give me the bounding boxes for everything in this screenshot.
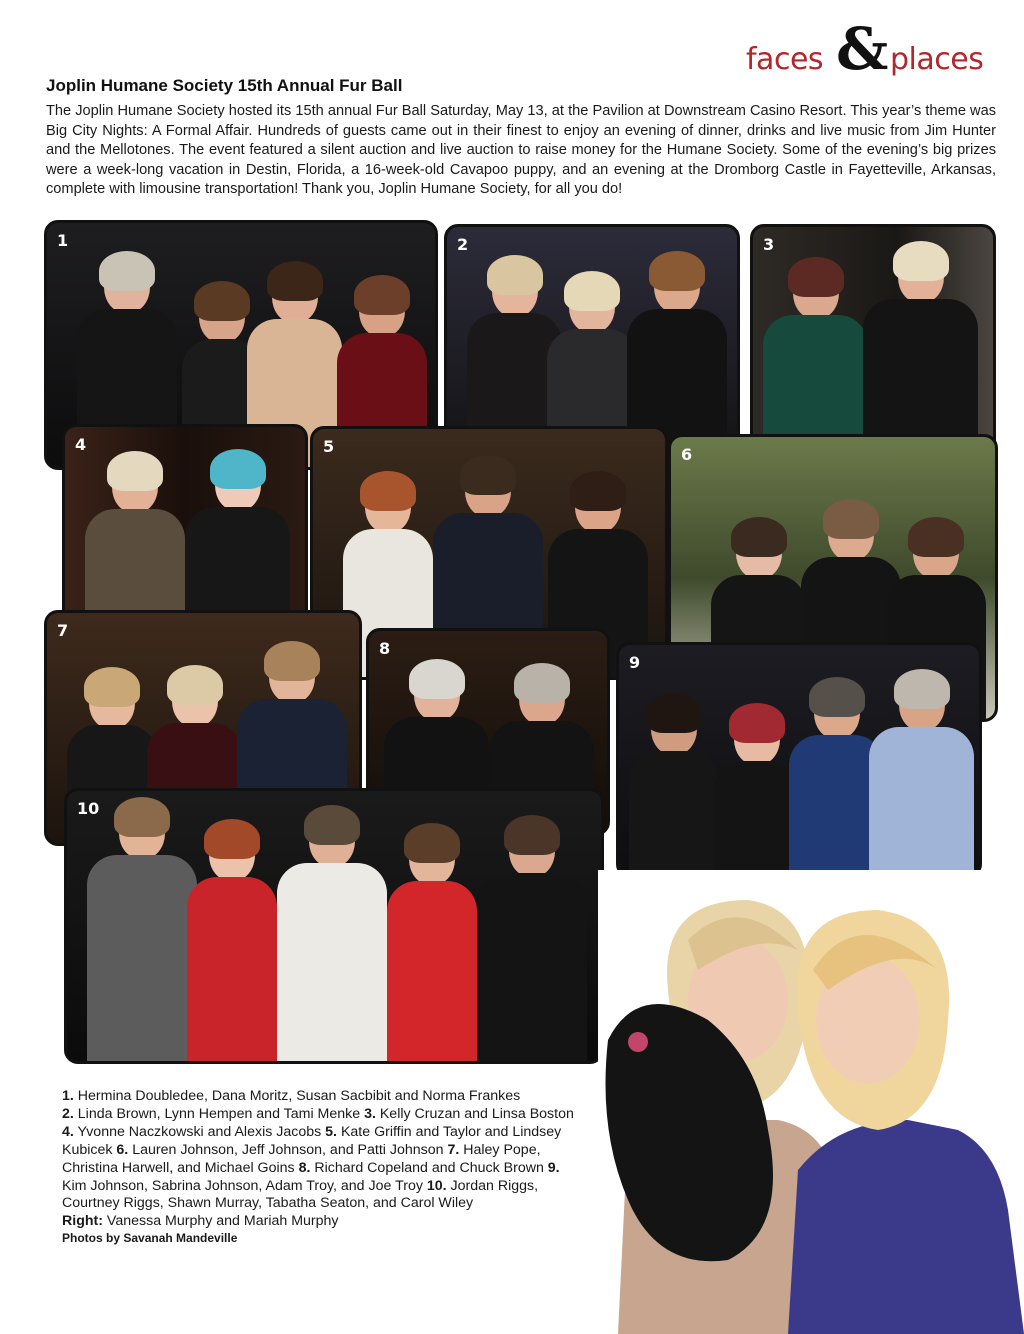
photo-number: 5 <box>323 437 335 456</box>
photo-number: 6 <box>681 445 693 464</box>
photo-number: 3 <box>763 235 775 254</box>
caption-number: 7. <box>447 1141 460 1158</box>
caption-number: 6. <box>116 1141 129 1158</box>
caption-number: 3. <box>364 1105 376 1122</box>
logo-word-places: places <box>890 42 984 77</box>
photo-number: 9 <box>629 653 641 672</box>
caption-number: 9. <box>547 1159 560 1176</box>
photo-number: 1 <box>57 231 69 250</box>
logo-ampersand: & <box>836 15 889 83</box>
faces-and-places-logo <box>744 15 1000 84</box>
article-title: Joplin Humane Society 15th Annual Fur Ball <box>46 76 403 95</box>
caption-text: Linda Brown, Lynn Hempen and Tami Menke <box>73 1105 365 1122</box>
right-photo-illustration <box>598 870 1024 1334</box>
caption-text: Hermina Doubledee, Dana Moritz, Susan Sacbibit and Norma Frankes <box>73 1088 521 1104</box>
photo-credit: Photos by Savanah Mandeville <box>62 1231 238 1245</box>
photo-captions <box>62 1088 577 1231</box>
caption-right-label: Right: <box>62 1213 103 1230</box>
caption-text: Jordan Riggs, Courtney Riggs, Shawn Murray, Tabatha Seaton, and Carol Wiley <box>62 1177 539 1212</box>
photo-number: 4 <box>75 435 87 454</box>
photo-right <box>598 870 1024 1334</box>
caption-number: 8. <box>298 1159 311 1176</box>
article-intro: The Joplin Humane Society hosted its 15th annual Fur Ball Saturday, May 13, at the Pavilion at Downstream Casino Resort. This year’s theme was Big City Nights: A Formal Affair. Hundreds of guests came out in their finest to enjoy an evening of dinner, drinks and live music from Jim Hunter and the Mellotones. The event featured a silent auction and live auction to raise money for the Humane Society. Some of the evening’s big prizes were a week-long vacation in Destin, Florida, a 16-week-old Cavapoo puppy, and an evening at the Dromborg Castle in Fayetteville, Arkansas, complete with limousine transportation! Thank you, Joplin Humane Society, for all you do! <box>46 103 996 198</box>
photo-number: 7 <box>57 621 69 640</box>
caption-number: 2. <box>62 1105 74 1122</box>
photo-number: 2 <box>457 235 469 254</box>
photo-4 <box>62 424 308 626</box>
photo-3 <box>750 224 996 456</box>
caption-number: 1. <box>62 1088 74 1104</box>
photo-9 <box>616 642 982 878</box>
caption-number: 4. <box>62 1123 74 1140</box>
caption-number: 10. <box>426 1177 447 1194</box>
caption-number: 5. <box>325 1123 337 1140</box>
caption-text: Lauren Johnson, Jeff Johnson, and Patti Johnson <box>128 1141 448 1158</box>
caption-text: Kelly Cruzan and Linsa Boston <box>375 1105 574 1122</box>
photo-10 <box>64 788 604 1064</box>
caption-text: Kate Griffin and Taylor and Lindsey Kubicek <box>62 1123 562 1158</box>
caption-text: Yvonne Naczkowski and Alexis Jacobs <box>73 1123 326 1140</box>
logo-word-faces: faces <box>746 42 824 77</box>
caption-text: Vanessa Murphy and Mariah Murphy <box>102 1213 339 1230</box>
caption-text: Haley Pope, Christina Harwell, and Michael Goins <box>62 1141 541 1176</box>
photo-number: 10 <box>77 799 100 818</box>
photo-number: 8 <box>379 639 391 658</box>
caption-text: Richard Copeland and Chuck Brown <box>310 1159 548 1176</box>
caption-text: Kim Johnson, Sabrina Johnson, Adam Troy, and Joe Troy <box>62 1177 427 1194</box>
